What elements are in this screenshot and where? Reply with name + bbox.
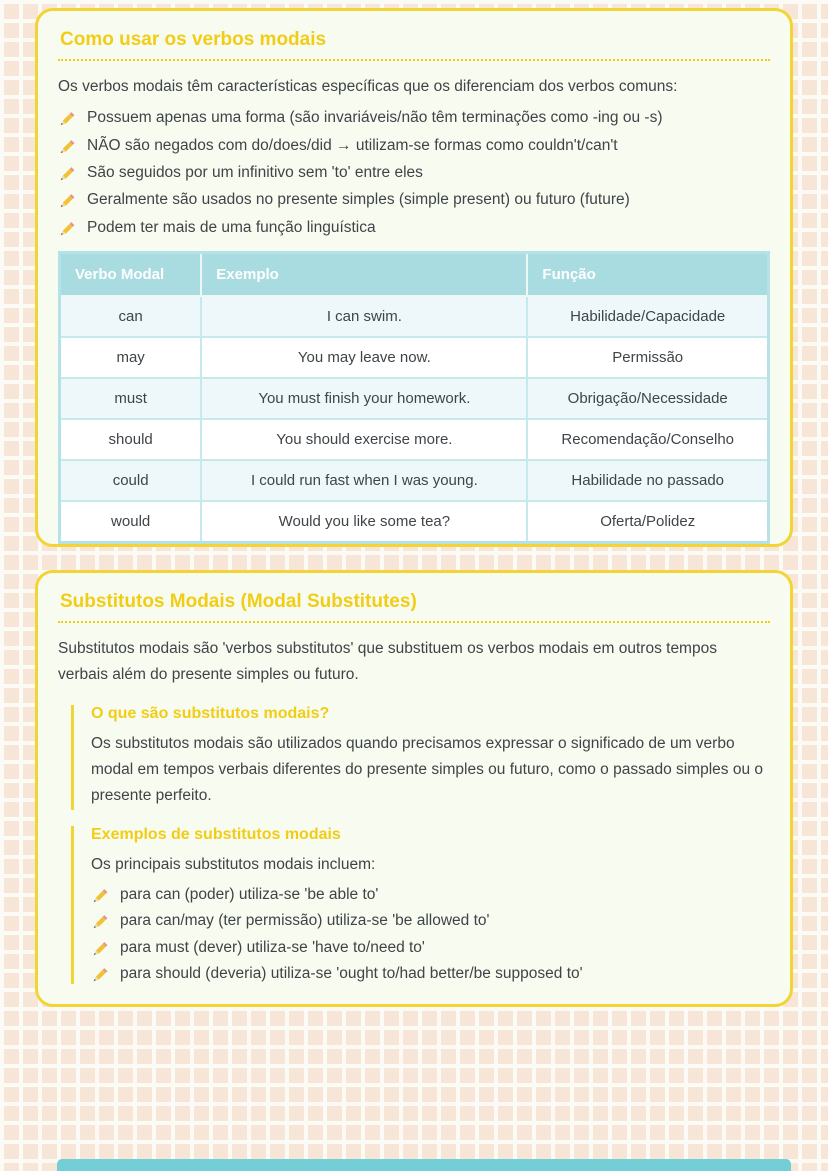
bullet-item — [58, 136, 770, 155]
bullet-list — [58, 108, 770, 237]
bullet-text: Podem ter mais de uma função linguística — [87, 218, 376, 236]
intro-paragraph: Substitutos modais são 'verbos substitutos' que substituem os verbos modais em outros tempos verbais além do presente simples ou futuro. — [58, 640, 717, 684]
table-cell: Habilidade no passado — [527, 460, 768, 501]
table-row — [60, 337, 769, 378]
table-cell: may — [60, 337, 202, 378]
pencil-icon — [91, 886, 109, 904]
bullet-text: Possuem apenas uma forma (são invariáveis/não têm terminações como -ing ou -s) — [87, 109, 663, 127]
section-paragraph: Os substitutos modais são utilizados quando precisamos expressar o significado de um verbo modal em tempos verbais diferentes do presente simples ou futuro, como o passado simples ou o presente perfeito. — [91, 734, 764, 805]
column-header-funcao: Função — [527, 253, 768, 297]
table-cell: could — [60, 460, 202, 501]
pencil-icon — [58, 109, 76, 127]
table-cell: would — [60, 501, 202, 543]
table-cell: must — [60, 378, 202, 419]
section-modal-substitute-examples — [71, 826, 770, 984]
bullet-list — [91, 885, 770, 984]
bullet-item — [58, 108, 770, 127]
table-header-row — [60, 253, 769, 297]
pencil-icon — [58, 164, 76, 182]
table-row — [60, 501, 769, 543]
bullet-text: para can/may (ter permissão) utiliza-se 'be allowed to' — [120, 912, 490, 930]
pencil-icon — [58, 137, 76, 155]
table-cell: You may leave now. — [201, 337, 527, 378]
table-cell: I can swim. — [201, 296, 527, 337]
bullet-text: Geralmente são usados no presente simples (simple present) ou futuro (future) — [87, 191, 630, 209]
intro-paragraph: Os verbos modais têm características específicas que os diferenciam dos verbos comuns: — [58, 78, 678, 95]
table-cell: Permissão — [527, 337, 768, 378]
table-cell: Recomendação/Conselho — [527, 419, 768, 460]
bullet-item — [58, 163, 770, 182]
bullet-item — [58, 190, 770, 209]
table-cell: should — [60, 419, 202, 460]
bottom-teal-bar — [57, 1159, 791, 1171]
table-row — [60, 419, 769, 460]
section-what-are-modal-substitutes — [71, 705, 770, 810]
pencil-icon — [58, 219, 76, 237]
table-row — [60, 378, 769, 419]
bullet-item — [91, 885, 770, 904]
bullet-text: para must (dever) utiliza-se 'have to/need to' — [120, 938, 425, 956]
pencil-icon — [91, 912, 109, 930]
column-header-verbo-modal: Verbo Modal — [60, 253, 202, 297]
pencil-icon — [91, 965, 109, 983]
pencil-icon — [91, 939, 109, 957]
card-modal-substitutes — [35, 570, 793, 1007]
table-row — [60, 296, 769, 337]
table-row — [60, 460, 769, 501]
section-heading: O que são substitutos modais? — [91, 704, 330, 722]
table-cell: I could run fast when I was young. — [201, 460, 527, 501]
bullet-text: para can (poder) utiliza-se 'be able to' — [120, 886, 379, 904]
pencil-icon — [58, 191, 76, 209]
bullet-text: para should (deveria) utiliza-se 'ought to/had better/be supposed to' — [120, 965, 583, 983]
bullet-item — [91, 911, 770, 930]
section-heading: Exemplos de substitutos modais — [91, 825, 341, 843]
table-cell: Obrigação/Necessidade — [527, 378, 768, 419]
bullet-text: São seguidos por um infinitivo sem 'to' entre eles — [87, 164, 423, 182]
bullet-text: NÃO são negados com do/does/did → utilizam-se formas como couldn't/can't — [87, 136, 618, 154]
table-cell: can — [60, 296, 202, 337]
bullet-item — [91, 964, 770, 983]
card-modal-verbs-usage — [35, 8, 793, 547]
modal-verbs-table — [58, 251, 770, 544]
table-cell: Would you like some tea? — [201, 501, 527, 543]
card-title: Substitutos Modais (Modal Substitutes) — [58, 585, 770, 623]
table-cell: You must finish your homework. — [201, 378, 527, 419]
bullet-item — [91, 938, 770, 957]
column-header-exemplo: Exemplo — [201, 253, 527, 297]
table-cell: Habilidade/Capacidade — [527, 296, 768, 337]
table-cell: You should exercise more. — [201, 419, 527, 460]
card-title: Como usar os verbos modais — [58, 23, 770, 61]
table-cell: Oferta/Polidez — [527, 501, 768, 543]
bullet-item — [58, 218, 770, 237]
section-paragraph: Os principais substitutos modais incluem: — [91, 855, 376, 873]
